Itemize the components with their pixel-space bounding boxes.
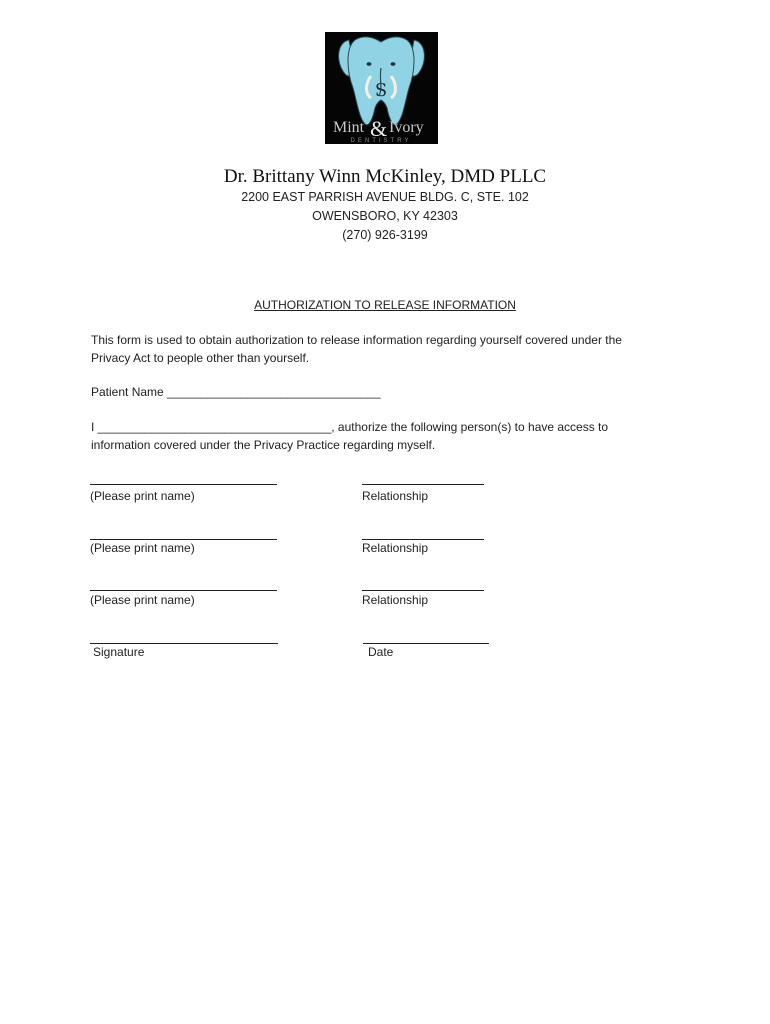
person-1-name-line[interactable] bbox=[90, 484, 277, 485]
logo-word-left: Mint bbox=[333, 119, 365, 136]
practice-logo bbox=[325, 32, 438, 144]
person-1-relationship-line[interactable] bbox=[362, 484, 484, 485]
tooth-elephant-icon bbox=[325, 32, 438, 144]
person-3-relationship-label: Relationship bbox=[362, 593, 429, 607]
logo-word-right: Ivory bbox=[389, 119, 424, 136]
patient-name-field[interactable]: Patient Name ________________________________ bbox=[91, 385, 381, 399]
person-2-name-label: (Please print name) bbox=[90, 541, 195, 555]
intro-paragraph bbox=[91, 332, 681, 367]
authorize-line-1[interactable]: I ___________________________________, authorize the following person(s) to have access to bbox=[91, 420, 609, 434]
date-label: Date bbox=[368, 645, 394, 659]
intro-line-2: Privacy Act to people other than yourself. bbox=[91, 350, 310, 365]
person-3-name-line[interactable] bbox=[90, 590, 277, 591]
person-2-relationship-line[interactable] bbox=[362, 539, 484, 540]
person-1-name-label: (Please print name) bbox=[90, 489, 195, 503]
person-1-relationship-label: Relationship bbox=[362, 489, 429, 503]
address-line-2: OWENSBORO, KY 42303 bbox=[312, 209, 458, 223]
signature-line[interactable] bbox=[90, 643, 278, 644]
person-3-name-label: (Please print name) bbox=[90, 593, 195, 607]
authorize-line-2: information covered under the Privacy Practice regarding myself. bbox=[91, 437, 436, 452]
logo-monogram: S bbox=[374, 80, 388, 101]
date-line[interactable] bbox=[363, 643, 489, 644]
authorization-statement[interactable] bbox=[91, 419, 681, 454]
person-2-name-line[interactable] bbox=[90, 539, 277, 540]
address-line-1: 2200 EAST PARRISH AVENUE BLDG. C, STE. 102 bbox=[241, 190, 529, 204]
signature-label: Signature bbox=[93, 645, 145, 659]
logo-ampersand: & bbox=[370, 116, 388, 141]
phone-number: (270) 926-3199 bbox=[342, 228, 428, 242]
person-2-relationship-label: Relationship bbox=[362, 541, 429, 555]
form-title: AUTHORIZATION TO RELEASE INFORMATION bbox=[254, 298, 516, 312]
intro-line-1: This form is used to obtain authorization to release information regarding yourself covered under the bbox=[91, 333, 622, 347]
logo-tagline: DENTISTRY bbox=[350, 138, 412, 144]
practice-name: Dr. Brittany Winn McKinley, DMD PLLC bbox=[223, 166, 547, 187]
person-3-relationship-line[interactable] bbox=[362, 590, 484, 591]
